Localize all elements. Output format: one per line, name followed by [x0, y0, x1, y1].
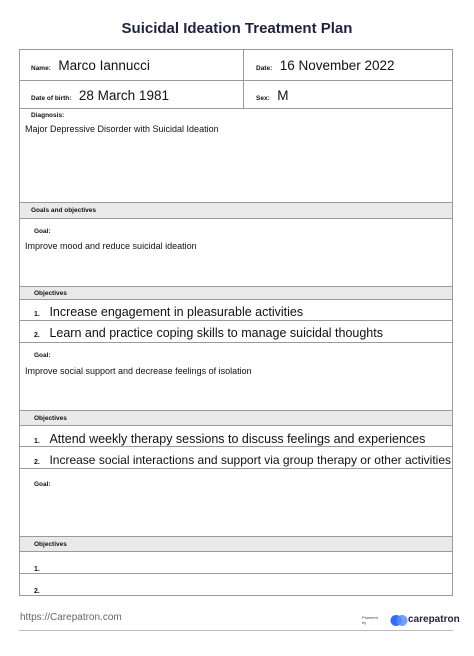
- dob-cell: [20, 81, 244, 108]
- goal-2-label: Goal:: [34, 352, 51, 359]
- objective-number: 2.: [34, 459, 40, 466]
- objective-text: Learn and practice coping skills to manage suicidal thoughts: [49, 326, 383, 340]
- goal-2-section: [20, 342, 452, 410]
- goal-1-objectives-label: Objectives: [34, 290, 67, 297]
- goal-1-text: Improve mood and reduce suicidal ideation: [25, 241, 197, 251]
- goal-2-objective-2: [20, 446, 452, 468]
- treatment-plan-form: [19, 49, 453, 596]
- name-cell: [20, 50, 244, 80]
- diagnosis-label: Diagnosis:: [31, 112, 65, 119]
- goals-header-label: Goals and objectives: [31, 207, 97, 214]
- powered-by-text: Powered by: [362, 615, 378, 625]
- goal-3-objective-1: [20, 551, 452, 573]
- objective-number: 2.: [34, 588, 40, 595]
- goal-1-objective-1: [20, 299, 452, 320]
- goal-1-objective-2: [20, 320, 452, 342]
- objective-number: 1.: [34, 566, 40, 573]
- date-of-birth: 28 March 1981: [78, 88, 169, 103]
- name-date-row: [20, 50, 452, 80]
- goal-3-objectives-header: [20, 536, 452, 551]
- goals-header: [20, 202, 452, 218]
- sex-label: Sex:: [256, 95, 270, 102]
- objective-text: Increase engagement in pleasurable activities: [49, 305, 304, 319]
- objective-number: 1.: [34, 311, 40, 318]
- sex-cell: [244, 81, 452, 108]
- plan-date: 16 November 2022: [279, 58, 395, 73]
- dob-sex-row: [20, 80, 452, 108]
- goal-2-objectives-header: [20, 410, 452, 425]
- goal-3-section: [20, 468, 452, 536]
- objective-number: 1.: [34, 438, 40, 445]
- date-label: Date:: [256, 65, 273, 72]
- goal-1-objectives-header: [20, 286, 452, 299]
- footer-divider: [19, 630, 453, 631]
- goal-1-section: [20, 218, 452, 286]
- diagnosis-text: Major Depressive Disorder with Suicidal Ideation: [25, 124, 219, 134]
- patient-name: Marco Iannucci: [58, 58, 150, 73]
- objective-text: Increase social interactions and support via group therapy or other activities: [49, 453, 452, 467]
- goal-3-label: Goal:: [34, 481, 51, 488]
- date-cell: [244, 50, 452, 80]
- carepatron-link[interactable]: https://Carepatron.com: [20, 612, 122, 623]
- page-title: Suicidal Ideation Treatment Plan: [121, 20, 353, 37]
- goal-3-objective-2: [20, 573, 452, 595]
- goal-2-objectives-label: Objectives: [34, 415, 67, 422]
- goal-1-label: Goal:: [34, 228, 51, 235]
- objective-number: 2.: [34, 332, 40, 339]
- diagnosis-section: [20, 108, 452, 202]
- patient-sex: M: [277, 88, 289, 103]
- dob-label: Date of birth:: [31, 95, 72, 102]
- goal-3-objectives-label: Objectives: [34, 541, 67, 548]
- goal-2-text: Improve social support and decrease feelings of isolation: [25, 366, 252, 376]
- name-label: Name:: [31, 65, 51, 72]
- objective-text: Attend weekly therapy sessions to discuss feelings and experiences: [49, 432, 426, 446]
- goal-2-objective-1: [20, 425, 452, 446]
- brand-name: carepatron: [408, 614, 460, 625]
